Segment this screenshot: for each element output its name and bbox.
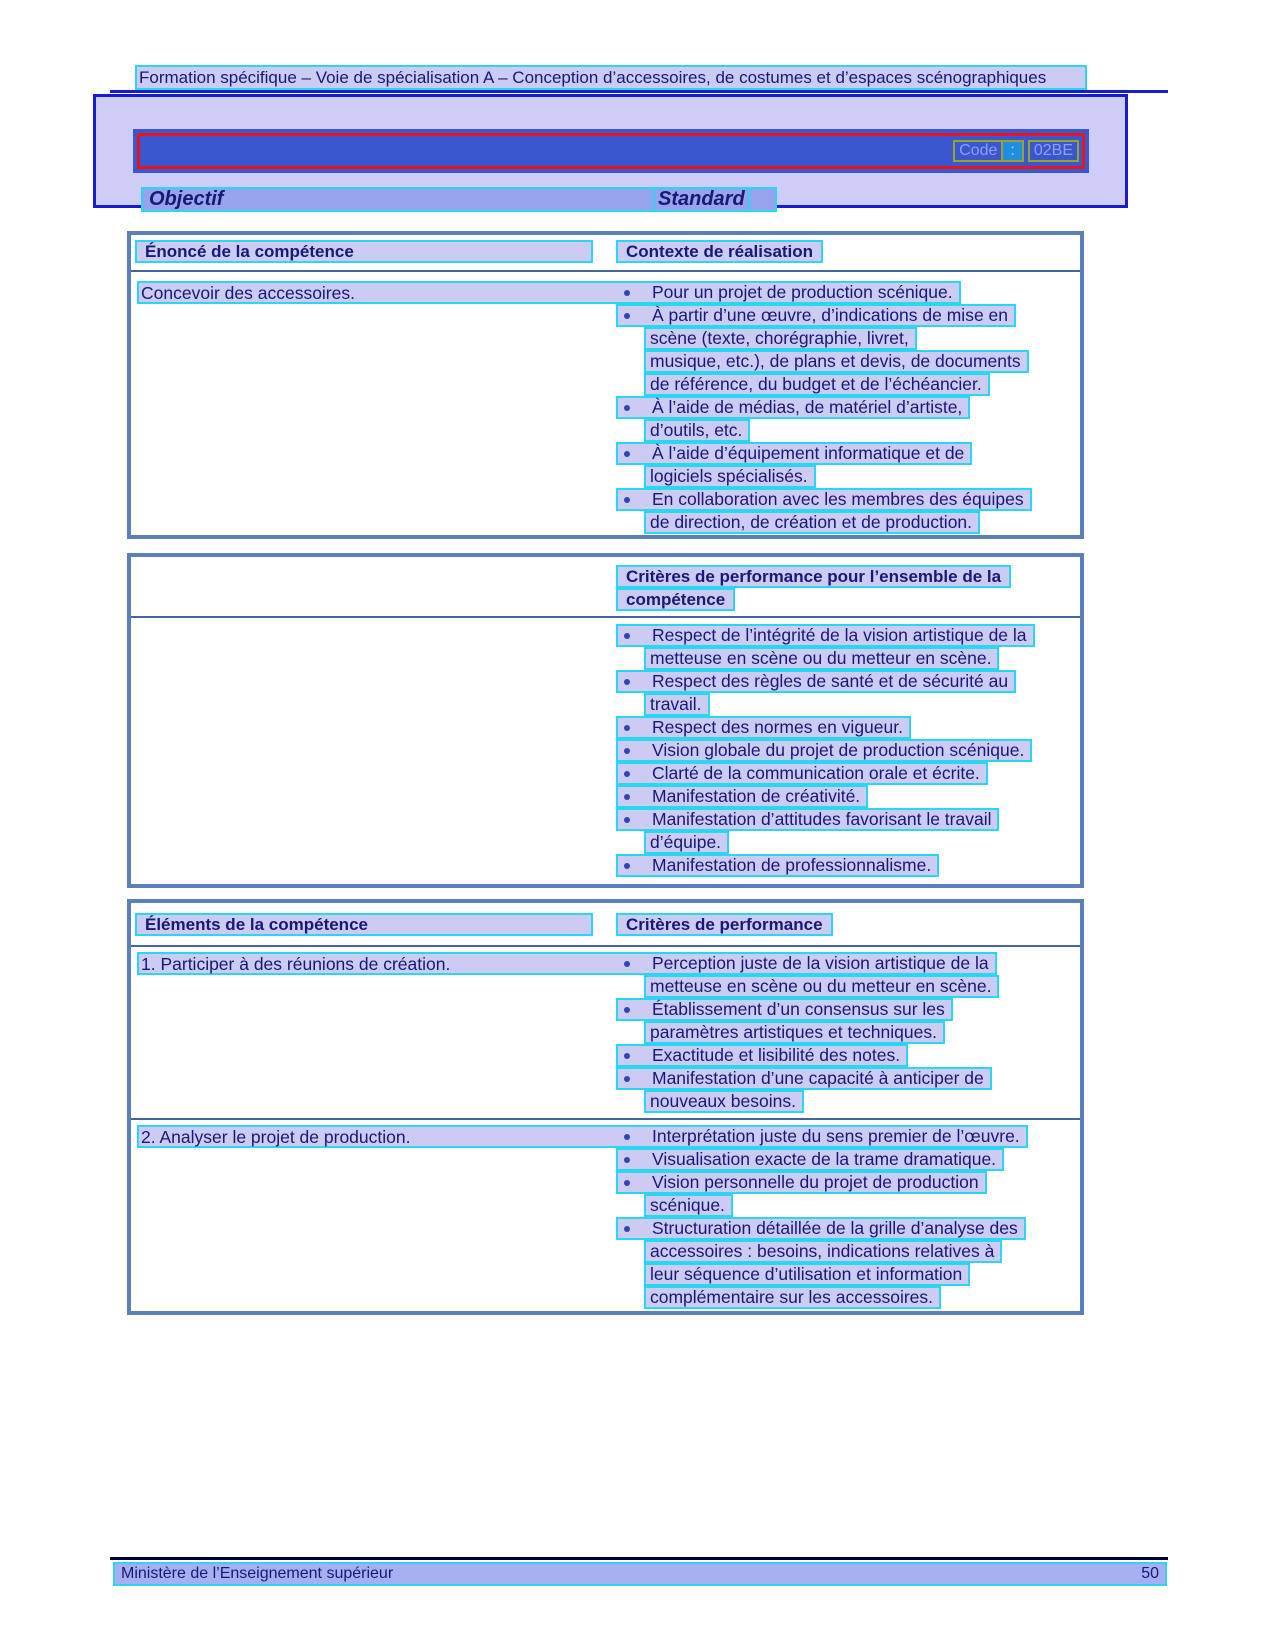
bullet-line — [644, 327, 917, 350]
table3-row2-left-cell: 2. Analyser le projet de production. — [141, 1127, 411, 1147]
bullet-text: Vision globale du projet de production scénique. — [652, 740, 1025, 760]
bullet-line — [616, 998, 953, 1021]
table3-header-separator — [131, 945, 1080, 947]
title-bar-red-frame — [137, 133, 1085, 169]
table1-right-column — [616, 281, 1032, 534]
standard-label: Standard — [653, 187, 750, 212]
bullet-text: Visualisation exacte de la trame dramatique. — [652, 1149, 997, 1169]
bullet-text: À l’aide d’équipement informatique et de — [652, 443, 965, 463]
bullet-text: Respect des règles de santé et de sécurité au — [652, 671, 1009, 691]
bullet-icon — [624, 771, 630, 777]
bullet-line — [644, 511, 980, 534]
objectif-standard-band — [141, 187, 777, 212]
bullet-icon — [624, 1180, 630, 1186]
bullet-icon — [624, 290, 630, 296]
bullet-text: metteuse en scène ou du metteur en scène. — [650, 648, 992, 668]
bullet-icon — [624, 794, 630, 800]
enonce-contexte-table — [127, 231, 1084, 539]
table3-row1-left-cell: 1. Participer à des réunions de création. — [141, 954, 451, 974]
bullet-line — [616, 785, 868, 808]
bullet-icon — [624, 1053, 630, 1059]
bullet-text: Établissement d’un consensus sur les — [652, 999, 945, 1019]
bullet-text: musique, etc.), de plans et devis, de documents — [650, 351, 1021, 371]
bullet-icon — [624, 725, 630, 731]
objective-banner-box — [93, 94, 1128, 208]
bullet-icon — [624, 405, 630, 411]
bullet-line — [616, 762, 988, 785]
running-header: Formation spécifique – Voie de spécialisation A – Conception d’accessoires, de costumes et d’espaces scénographiques — [135, 65, 1087, 90]
bullet-icon — [624, 1134, 630, 1140]
bullet-icon — [624, 1076, 630, 1082]
bullet-line — [616, 1067, 992, 1090]
bullet-text: À partir d’une œuvre, d’indications de mise en — [652, 305, 1009, 325]
bullet-text: logiciels spécialisés. — [650, 466, 808, 486]
bullet-text: de direction, de création et de production. — [650, 512, 973, 532]
table1-header-right: Contexte de réalisation — [616, 240, 823, 263]
table3-row-separator — [131, 1118, 1080, 1120]
bullet-line — [644, 1194, 733, 1217]
code-value: 02BE — [1028, 140, 1079, 162]
bullet-text: Vision personnelle du projet de production — [652, 1172, 979, 1192]
bullet-line — [616, 854, 939, 877]
bullet-line — [616, 1171, 987, 1194]
bullet-icon — [624, 633, 630, 639]
table1-header-separator — [131, 270, 1080, 272]
bullet-text: accessoires : besoins, indications relatives à — [650, 1241, 995, 1261]
running-header-rule — [110, 90, 1168, 93]
footer-rule — [110, 1557, 1168, 1560]
bullet-text: Structuration détaillée de la grille d’analyse des — [652, 1218, 1018, 1238]
bullet-text: metteuse en scène ou du metteur en scène. — [650, 976, 992, 996]
bullet-line — [616, 442, 972, 465]
bullet-text: d’équipe. — [650, 832, 722, 852]
table3-header-right: Critères de performance — [616, 913, 833, 936]
bullet-text: En collaboration avec les membres des équipes — [652, 489, 1024, 509]
bullet-line — [644, 1263, 970, 1286]
table2-right-column — [616, 624, 1035, 877]
bullet-icon — [624, 451, 630, 457]
table3-header-left: Éléments de la compétence — [135, 913, 593, 936]
bullet-line — [644, 647, 999, 670]
criteres-ensemble-table — [127, 553, 1084, 888]
bullet-icon — [624, 497, 630, 503]
competence-title-bar — [133, 129, 1089, 173]
bullet-icon — [624, 1226, 630, 1232]
bullet-text: Manifestation de professionnalisme. — [652, 855, 932, 875]
footer-text: Ministère de l’Enseignement supérieur — [121, 1565, 394, 1582]
bullet-text: de référence, du budget et de l’échéancier. — [650, 374, 982, 394]
bullet-text: nouveaux besoins. — [650, 1091, 796, 1111]
bullet-text: Perception juste de la vision artistique de la — [652, 953, 989, 973]
bullet-text: Interprétation juste du sens premier de l’œuvre. — [652, 1126, 1020, 1146]
code-separator: : — [1003, 140, 1023, 162]
bullet-line — [616, 396, 970, 419]
bullet-line — [616, 1217, 1026, 1240]
bullet-text: travail. — [650, 694, 702, 714]
bullet-line — [616, 716, 911, 739]
bullet-line — [644, 1090, 804, 1113]
bullet-icon — [624, 748, 630, 754]
bullet-icon — [624, 313, 630, 319]
bullet-line — [616, 670, 1016, 693]
bullet-line — [644, 465, 816, 488]
bullet-text: leur séquence d’utilisation et information — [650, 1264, 963, 1284]
bullet-line — [644, 350, 1029, 373]
footer-band — [113, 1562, 1167, 1586]
bullet-icon — [624, 863, 630, 869]
bullet-line — [616, 624, 1035, 647]
table2-header-line2: compétence — [616, 588, 735, 611]
bullet-text: Manifestation d’une capacité à anticiper de — [652, 1068, 984, 1088]
bullet-text: scénique. — [650, 1195, 725, 1215]
table1-header-left: Énoncé de la compétence — [135, 240, 593, 263]
bullet-icon — [624, 1157, 630, 1163]
elements-criteres-table — [127, 899, 1084, 1315]
bullet-icon — [624, 961, 630, 967]
bullet-text: Respect des normes en vigueur. — [652, 717, 903, 737]
bullet-line — [644, 693, 710, 716]
competence-code — [953, 140, 1079, 162]
bullet-line — [644, 831, 729, 854]
bullet-text: Clarté de la communication orale et écrite. — [652, 763, 980, 783]
bullet-text: scène (texte, chorégraphie, livret, — [650, 328, 909, 348]
bullet-text: Respect de l’intégrité de la vision artistique de la — [652, 625, 1027, 645]
bullet-line — [644, 419, 750, 442]
bullet-line — [644, 975, 999, 998]
bullet-line — [616, 739, 1032, 762]
objectif-label: Objectif — [149, 188, 224, 210]
bullet-icon — [624, 817, 630, 823]
bullet-icon — [624, 1007, 630, 1013]
bullet-line — [644, 1021, 945, 1044]
bullet-icon — [624, 679, 630, 685]
bullet-text: d’outils, etc. — [650, 420, 743, 440]
bullet-text: Manifestation d’attitudes favorisant le travail — [652, 809, 992, 829]
bullet-text: À l’aide de médias, de matériel d’artiste, — [652, 397, 963, 417]
bullet-text: Pour un projet de production scénique. — [652, 282, 953, 302]
bullet-line — [616, 808, 999, 831]
code-label: Code — [953, 140, 1003, 162]
bullet-line — [616, 1148, 1004, 1171]
bullet-line — [644, 1286, 941, 1309]
page-number: 50 — [1141, 1565, 1159, 1582]
bullet-line — [644, 1240, 1002, 1263]
bullet-line — [616, 1044, 908, 1067]
bullet-line — [616, 304, 1016, 327]
table3-row2-right-column — [616, 1125, 1028, 1309]
bullet-line — [644, 373, 990, 396]
bullet-text: Exactitude et lisibilité des notes. — [652, 1045, 901, 1065]
bullet-text: complémentaire sur les accessoires. — [650, 1287, 934, 1307]
bullet-text: paramètres artistiques et techniques. — [650, 1022, 937, 1042]
table2-header-line1: Critères de performance pour l’ensemble de la — [616, 565, 1011, 588]
bullet-text: Manifestation de créativité. — [652, 786, 861, 806]
table3-row1-right-column — [616, 952, 999, 1113]
table2-header-separator — [131, 616, 1080, 618]
bullet-line — [616, 488, 1032, 511]
table1-left-cell: Concevoir des accessoires. — [141, 283, 355, 303]
